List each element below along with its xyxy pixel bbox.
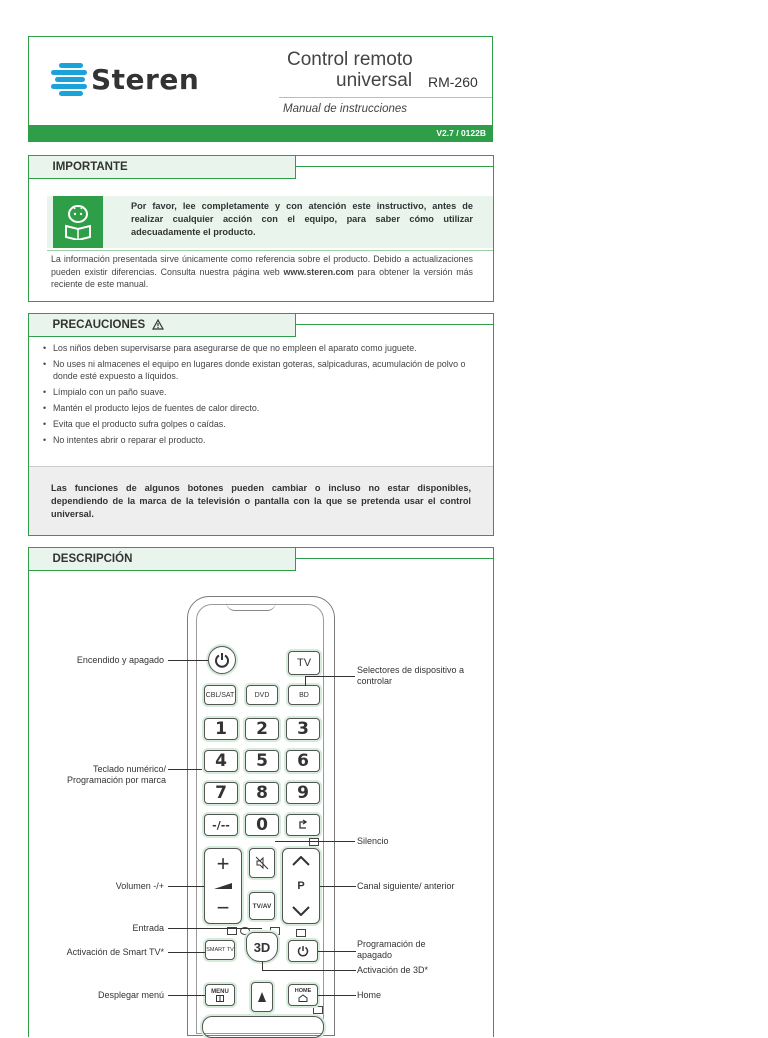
product-title-line2: universal [336, 70, 413, 91]
dvd-button[interactable]: DVD [246, 685, 278, 705]
version-label: V2.7 / 0122B [436, 128, 486, 138]
volume-ramp-icon [213, 882, 233, 890]
volume-down-icon: − [216, 894, 230, 920]
list-item: • Los niños deben supervisarse para asegurarse de que no empleen el aparato como juguete. [43, 343, 471, 355]
header-divider [279, 97, 492, 98]
leader-line [262, 962, 263, 970]
channel-rocker[interactable] [282, 848, 320, 924]
brand-name: Steren [91, 62, 200, 96]
label-shutdown-programming: Programación de apagado [357, 939, 426, 960]
heading-text: PRECAUCIONES [52, 318, 146, 331]
precautions-list [43, 343, 471, 451]
label-channel: Canal siguiente/ anterior [357, 881, 455, 891]
warning-icon [152, 316, 164, 338]
section-heading: IMPORTANTE [28, 155, 296, 179]
arrow-up-icon [257, 991, 267, 1003]
nav-ring-partial [202, 1016, 324, 1038]
leader-line [305, 676, 306, 686]
number-button-4[interactable]: 4 [204, 750, 238, 772]
tv-button[interactable]: TV [288, 651, 320, 675]
sleep-timer-button[interactable] [288, 940, 318, 962]
list-item: • No uses ni almacenes el equipo en lugares donde existan goteras, salpicaduras, acumulación de polvo o donde esté expuesto a líquidos. [43, 359, 471, 382]
power-icon [214, 652, 230, 668]
manual-subtitle: Manual de instrucciones [283, 103, 408, 115]
3d-button[interactable]: 3D [246, 932, 278, 962]
leader-line [275, 841, 355, 842]
menu-button[interactable] [205, 984, 235, 1006]
number-button-8[interactable]: 8 [245, 782, 279, 804]
channel-label: P [297, 880, 305, 892]
section-importante [28, 155, 494, 302]
steren-logo [51, 59, 199, 99]
timer-icon [297, 945, 309, 957]
label-3d-activation: Activación de 3D* [357, 965, 429, 975]
list-item: • Evita que el producto sufra golpes o caídas. [43, 419, 471, 431]
volume-up-icon: + [216, 851, 230, 877]
section-heading: DESCRIPCIÓN [28, 547, 296, 571]
section-precauciones [28, 313, 494, 536]
number-button-7[interactable]: 7 [204, 782, 238, 804]
power-button[interactable] [208, 646, 236, 674]
number-button-5[interactable]: 5 [245, 750, 279, 772]
leader-line [168, 660, 208, 661]
leader-line [168, 928, 262, 929]
label-mute: Silencio [357, 836, 389, 846]
note-text: Las funciones de algunos botones pueden cambiar o incluso no estar disponibles, dependiendo de la marca de la televisión o pantalla con la que se pretenda usar el control universal. [51, 483, 471, 519]
website-link[interactable]: www.steren.com [283, 266, 354, 277]
label-power: Encendido y apagado [76, 655, 164, 665]
dash-button[interactable]: -/-- [204, 814, 238, 836]
section-heading [28, 313, 296, 337]
leader-line [168, 886, 204, 887]
leader-line [320, 886, 356, 887]
leader-line [168, 769, 202, 770]
number-button-1[interactable]: 1 [204, 718, 238, 740]
number-button-2[interactable]: 2 [245, 718, 279, 740]
version-bar [29, 125, 492, 141]
menu-grid-icon [216, 995, 224, 1002]
info-text-end: para obtener la versión más reciente de este manual. [51, 266, 473, 289]
info-divider [47, 250, 493, 251]
important-text: Por favor, lee completamente y con atención este instructivo, antes de realizar cualquier acción con el equipo, para saber cómo utilizar adecuadamente el producto. [131, 201, 473, 237]
important-notice [47, 196, 493, 248]
leader-line [318, 995, 356, 996]
label-volume: Volumen -/+ [115, 881, 164, 891]
document-header [28, 36, 493, 142]
precautions-note [29, 466, 493, 535]
number-button-6[interactable]: 6 [286, 750, 320, 772]
tv-av-button[interactable]: TV/AV [249, 892, 275, 920]
info-text [51, 253, 473, 291]
leader-line [305, 676, 355, 677]
info-text-start: La información presentada sirve únicamente como referencia sobre el producto. Debido a actualizaciones pueden existir diferencias. Consulta nuestra página web [51, 254, 473, 277]
home-label: HOME [294, 988, 312, 994]
list-item: • No intentes abrir o reparar el producto. [43, 435, 471, 447]
smart-tv-button[interactable]: SMART TV [205, 940, 235, 960]
bd-button[interactable]: BD [288, 685, 320, 705]
return-icon [296, 819, 310, 831]
timer-indicator-icon [296, 929, 306, 937]
label-keypad: Teclado numérico/ Programación por marca [66, 764, 166, 785]
nav-up-button[interactable] [251, 982, 273, 1012]
number-button-0[interactable]: 0 [245, 814, 279, 836]
leader-line [168, 952, 205, 953]
menu-label: MENU [211, 988, 229, 995]
label-input: Entrada [132, 923, 164, 933]
teletext-icon [309, 838, 319, 846]
label-home: Home [357, 990, 382, 1000]
heading-rule [295, 324, 493, 325]
chevron-up-icon [292, 856, 310, 866]
steren-logo-icon [51, 59, 89, 99]
reading-child-icon [53, 196, 103, 248]
product-title-line1: Control remoto [287, 49, 413, 70]
leader-line [318, 951, 356, 952]
leader-line [168, 995, 205, 996]
volume-rocker[interactable] [204, 848, 242, 924]
number-button-9[interactable]: 9 [286, 782, 320, 804]
product-model: RM-260 [428, 74, 478, 90]
home-indicator-icon [313, 1006, 323, 1014]
cbl-sat-button[interactable]: CBL/SAT [204, 685, 236, 705]
chevron-down-icon [292, 906, 310, 916]
list-item: • Límpialo con un paño suave. [43, 387, 471, 399]
mute-icon [255, 856, 269, 870]
heading-rule [295, 558, 493, 559]
remote-top-notch [226, 602, 276, 611]
mute-button[interactable] [249, 848, 275, 878]
label-smart-tv: Activación de Smart TV* [66, 947, 164, 957]
previous-channel-button[interactable] [286, 814, 320, 836]
home-button[interactable] [288, 984, 318, 1006]
label-menu: Desplegar menú [97, 990, 164, 1000]
leader-line [262, 970, 356, 971]
heading-rule [295, 166, 493, 167]
house-icon [298, 994, 308, 1002]
number-button-3[interactable]: 3 [286, 718, 320, 740]
list-item: • Mantén el producto lejos de fuentes de calor directo. [43, 403, 471, 415]
label-device-selectors: Selectores de dispositivo a controlar [357, 665, 465, 686]
